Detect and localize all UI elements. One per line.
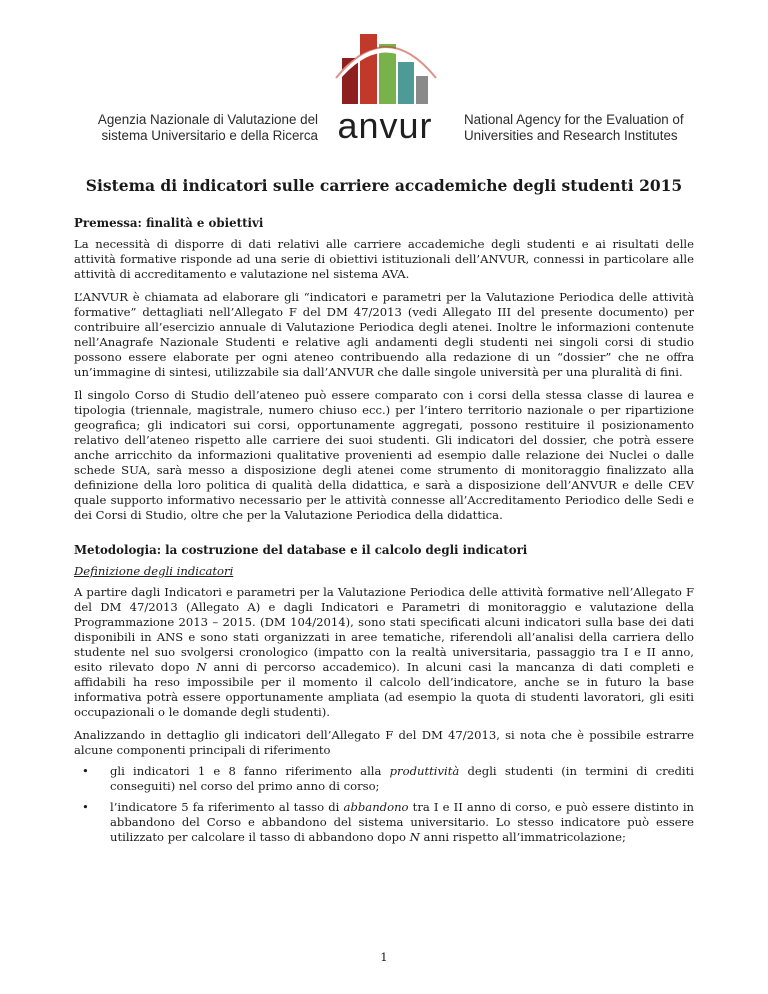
paragraph: A partire dagli Indicatori e parametri per la Valutazione Periodica delle attività formative nell’Allegato F del DM 47/2013 (Allegato A) e dagli Indicatori e Parametri di monitoraggio e valutazione della Programmazione 2013 – 2015. (DM 104/2014), sono stati specificati alcuni indicatori sulla base dei dati disponibili in ANS e sono stati organizzati in aree tematiche, riferendoli all’analisi della carriera dello studente nel suo svolgersi cronologico (impatto con la realtà universitaria, passaggio tra I e II anno, esito rilevato dopo N anni di percorso accademico). In alcuni casi la mancanza di dati completi e affidabili ha reso impossibile per il momento il calcolo dell’indicatore, anche se in futuro la base informativa potrà essere opportunamente ampliata (ad esempio la quota di studenti lavoratori, gli esiti occupazionali o le domande degli studenti). (74, 585, 695, 719)
logo-bar-5 (416, 76, 428, 104)
subsection-heading: Definizione degli indicatori (74, 564, 234, 578)
section-heading-premessa: Premessa: finalità e obiettivi (74, 216, 264, 230)
section-heading-metodologia: Metodologia: la costruzione del database e il calcolo degli indicatori (74, 543, 528, 557)
bullet-icon: • (82, 764, 89, 778)
logo-bar-2 (360, 34, 377, 104)
agency-name-english-line1: National Agency for the Evaluation of (464, 112, 684, 127)
bullet-list (74, 764, 694, 845)
document-body (74, 170, 694, 851)
document-title: Sistema di indicatori sulle carriere accademiche degli studenti 2015 (85, 176, 683, 195)
header (0, 14, 768, 154)
list-item: • gli indicatori 1 e 8 fanno riferimento alla produttività degli studenti (in termini di crediti conseguiti) nel corso del primo anno di corso; (82, 764, 694, 793)
page-number: 1 (380, 950, 388, 964)
agency-name-english (464, 112, 724, 144)
agency-name-italian-line2: sistema Universitario e della Ricerca (101, 128, 318, 143)
paragraph: Analizzando in dettaglio gli indicatori dell’Allegato F del DM 47/2013, si nota che è possibile estrarre alcune componenti principali di riferimento (74, 728, 694, 757)
agency-name-italian-line1: Agenzia Nazionale di Valutazione del (97, 112, 318, 127)
bullet-icon: • (82, 800, 89, 814)
anvur-logo (300, 14, 470, 144)
list-item: • l’indicatore 5 fa riferimento al tasso di abbandono tra I e II anno di corso, e può essere distinto in abbandono del Corso e abbandono del sistema universitario. Lo stesso indicatore può essere utilizzato per calcolare il tasso di abbandono dopo N anni rispetto all’immatricolazione; (82, 800, 694, 844)
logo-bar-4 (398, 62, 414, 104)
agency-name-italian (80, 112, 318, 144)
paragraph: Il singolo Corso di Studio dell’ateneo può essere comparato con i corsi della stessa classe di laurea e tipologia (triennale, magistrale, numero chiuso ecc.) per l’intero territorio nazionale o per ripartizione geografica; gli indicatori sui corsi, opportunamente aggregati, possono restituire il posizionamento relativo dell’ateneo rispetto alle carriere dei suoi studenti. Gli indicatori del dossier, che potrà essere anche arricchito da informazioni qualitative provenienti ad esempio dalle relazione dei Nuclei o dalle schede SUA, sarà messo a disposizione degli atenei come strumento di monitoraggio finalizzato alla definizione della loro politica di qualità della didattica, e sarà a disposizione dell’ANVUR e delle CEV quale supporto informativo necessario per le attività connesse all’Accreditamento Periodico delle Sedi e dei Corsi di Studio, oltre che per la Valutazione Periodica della didattica. (74, 388, 694, 522)
agency-name-english-line2: Universities and Research Institutes (464, 128, 678, 143)
paragraph: La necessità di disporre di dati relativi alle carriere accademiche degli studenti e ai risultati delle attività formative risponde ad una serie di obiettivi istituzionali dell’ANVUR, connessi in particolare alle attività di accreditamento e valutazione nel sistema AVA. (74, 237, 694, 281)
logo-wordmark: anvur (337, 105, 433, 144)
paragraph: L’ANVUR è chiamata ad elaborare gli “indicatori e parametri per la Valutazione Periodica delle attività formative” dettagliati nell’Allegato F del DM 47/2013 (vedi Allegato III del presente documento) per contribuire all’esercizio annuale di Valutazione Periodica degli atenei. Inoltre le informazioni contenute nell’Anagrafe Nazionale Studenti e relative agli andamenti degli studenti nei singoli corsi di studio possono essere elaborate per ogni ateneo contribuendo alla redazione di un “dossier” che ne offra un’immagine di sintesi, utilizzabile sia dall’ANVUR che dalle singole università per una pluralità di fini. (74, 290, 694, 379)
